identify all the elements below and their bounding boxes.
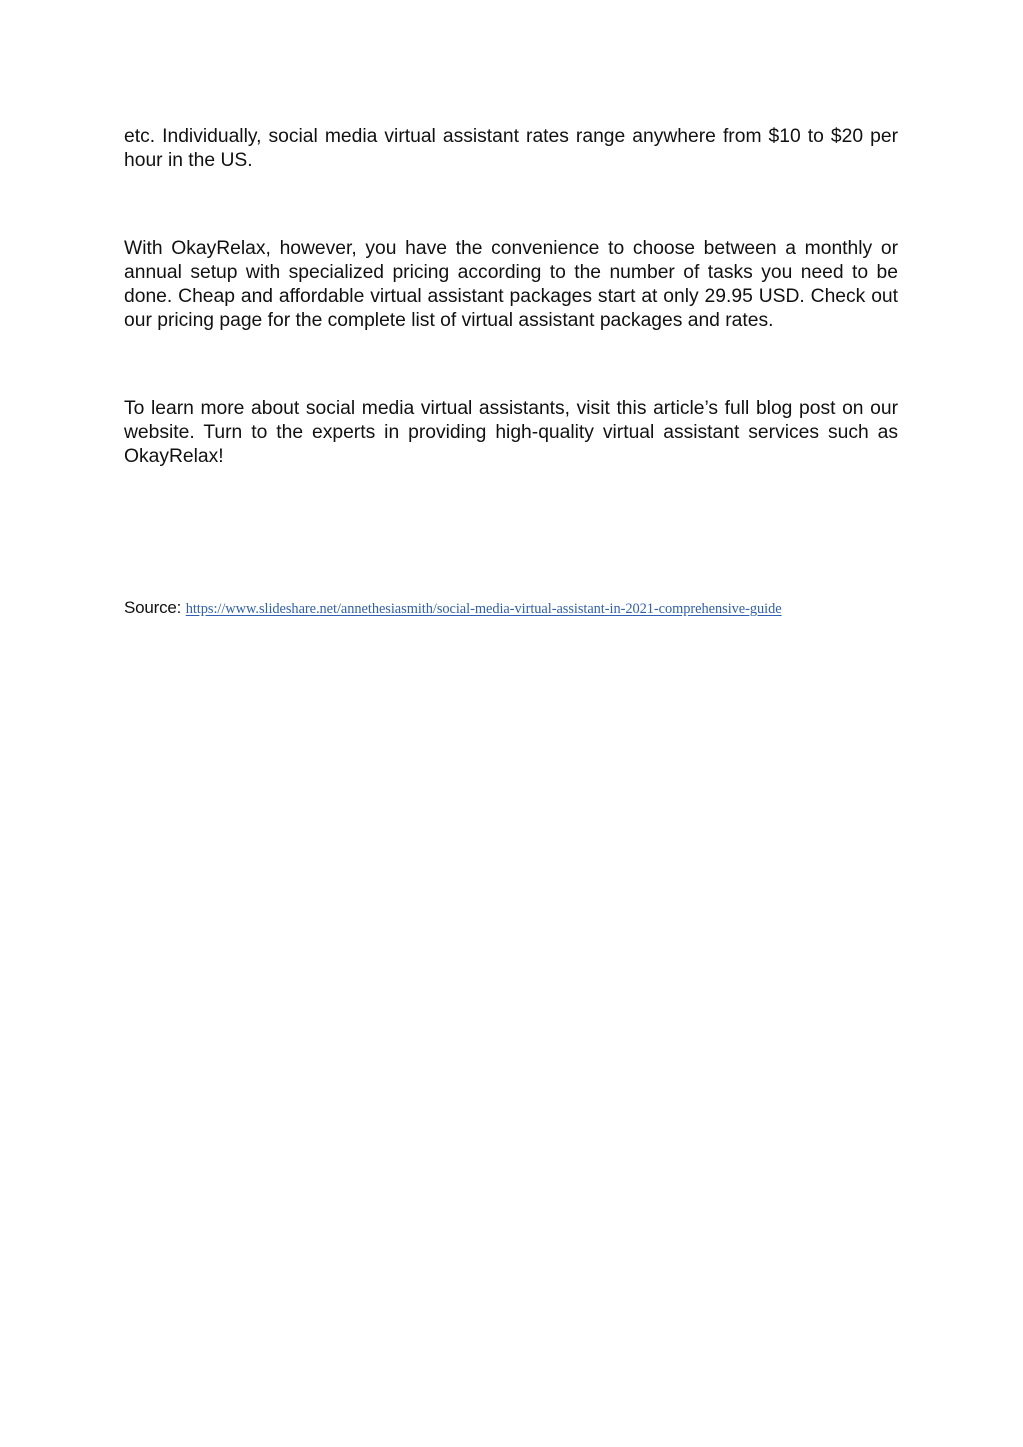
paragraph-learn-more: To learn more about social media virtual assistants, visit this article’s full blog post on our website. Turn to the experts in providing high-quality virtual assistant services such as OkayRelax! <box>124 398 898 467</box>
source-label: Source: <box>124 598 186 617</box>
source-link[interactable]: https://www.slideshare.net/annethesiasmith/social-media-virtual-assistant-in-2021-comprehensive-guide <box>185 601 782 617</box>
source-line <box>124 598 914 618</box>
paragraph-pricing: With OkayRelax, however, you have the convenience to choose between a monthly or annual setup with specialized pricing according to the number of tasks you need to be done. Cheap and affordable virtual assistant packages start at only 29.95 USD. Check out our pricing page for the complete list of virtual assistant packages and rates. <box>124 238 898 331</box>
paragraph-rates: etc. Individually, social media virtual assistant rates range anywhere from $10 to $20 per hour in the US. <box>124 126 898 171</box>
